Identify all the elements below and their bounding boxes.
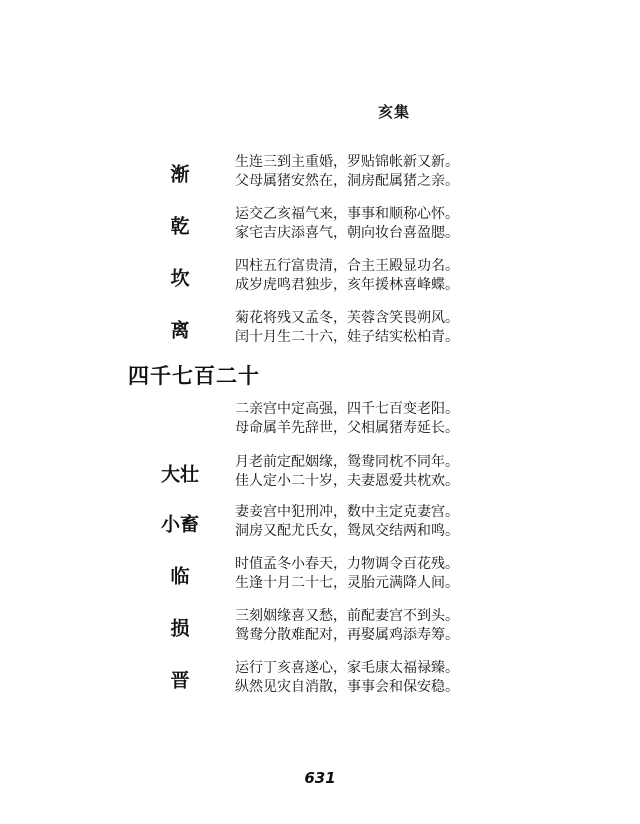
verse-entry — [0, 607, 640, 647]
verse-line: 母命属羊先辞世，父相属猪寿延长。 — [235, 420, 459, 436]
verse-entry — [0, 659, 640, 699]
hexagram-label: 小畜 — [160, 513, 199, 536]
verse-text — [235, 153, 459, 191]
hexagram-label: 乾 — [170, 215, 190, 238]
verse-line: 生逢十月二十七，灵胎元满降人间。 — [235, 575, 459, 591]
verse-line: 家宅吉庆添喜气，朝向妆台喜盈腮。 — [235, 225, 459, 241]
verse-text — [235, 309, 459, 347]
hexagram-label: 损 — [170, 617, 190, 640]
verse-entry — [0, 400, 640, 440]
verse-text — [235, 503, 459, 541]
verse-line: 纵然见灾自消散，事事会和保安稳。 — [235, 679, 459, 695]
verse-line: 成岁虎鸣君独步，亥年援林喜峰蝶。 — [235, 277, 459, 293]
hexagram-label: 大壮 — [160, 463, 199, 486]
verse-text — [235, 453, 459, 491]
verse-text — [235, 400, 459, 438]
verse-line: 闰十月生二十六，娃子结实松柏青。 — [235, 329, 459, 345]
verse-line: 洞房又配尤氏女，鸳凤交结两和鸣。 — [235, 523, 459, 539]
verse-entry — [0, 257, 640, 297]
verse-line: 三刻姻缘喜又愁，前配妻宫不到头。 — [235, 608, 459, 624]
verse-entry — [0, 153, 640, 193]
verse-line: 佳人定小二十岁，夫妻恩爱共枕欢。 — [235, 473, 459, 489]
verse-line: 妻妾宫中犯刑冲，数中主定克妻宫。 — [235, 504, 459, 520]
running-header: 亥集 — [378, 103, 411, 121]
verse-entry — [0, 555, 640, 595]
verse-line: 运交乙亥福气来，事事和顺称心怀。 — [235, 206, 459, 222]
verse-text — [235, 659, 459, 697]
verse-line: 运行丁亥喜遂心，家毛康太福禄臻。 — [235, 660, 459, 676]
hexagram-label: 渐 — [170, 163, 190, 186]
verse-line: 四柱五行富贵清，合主王殿显功名。 — [235, 258, 459, 274]
verse-line: 月老前定配姻缘，鸳鸯同枕不同年。 — [235, 454, 459, 470]
hexagram-label: 坎 — [170, 267, 190, 290]
verse-text — [235, 257, 459, 295]
verse-entry — [0, 503, 640, 543]
verse-line: 二亲宫中定高强，四千七百变老阳。 — [235, 401, 459, 417]
hexagram-label: 离 — [170, 319, 190, 342]
hexagram-label: 临 — [170, 565, 190, 588]
verse-line: 生连三到主重婚，罗贴锦帐新又新。 — [235, 154, 459, 170]
verse-line: 鸳鸯分散难配对，再娶属鸡添寿筹。 — [235, 627, 459, 643]
verse-text — [235, 205, 459, 243]
verse-entry — [0, 453, 640, 493]
verse-line: 时值孟冬小春天，力物调令百花残。 — [235, 556, 459, 572]
verse-text — [235, 555, 459, 593]
hexagram-label: 晋 — [170, 669, 190, 692]
section-heading: 四千七百二十 — [128, 363, 260, 388]
page-number: 631 — [304, 769, 336, 787]
verse-entry — [0, 205, 640, 245]
verse-line: 父母属猪安然在，洞房配属猪之亲。 — [235, 173, 459, 189]
verse-line: 菊花将残又孟冬，芙蓉含笑畏朔风。 — [235, 310, 459, 326]
verse-text — [235, 607, 459, 645]
verse-entry — [0, 309, 640, 349]
